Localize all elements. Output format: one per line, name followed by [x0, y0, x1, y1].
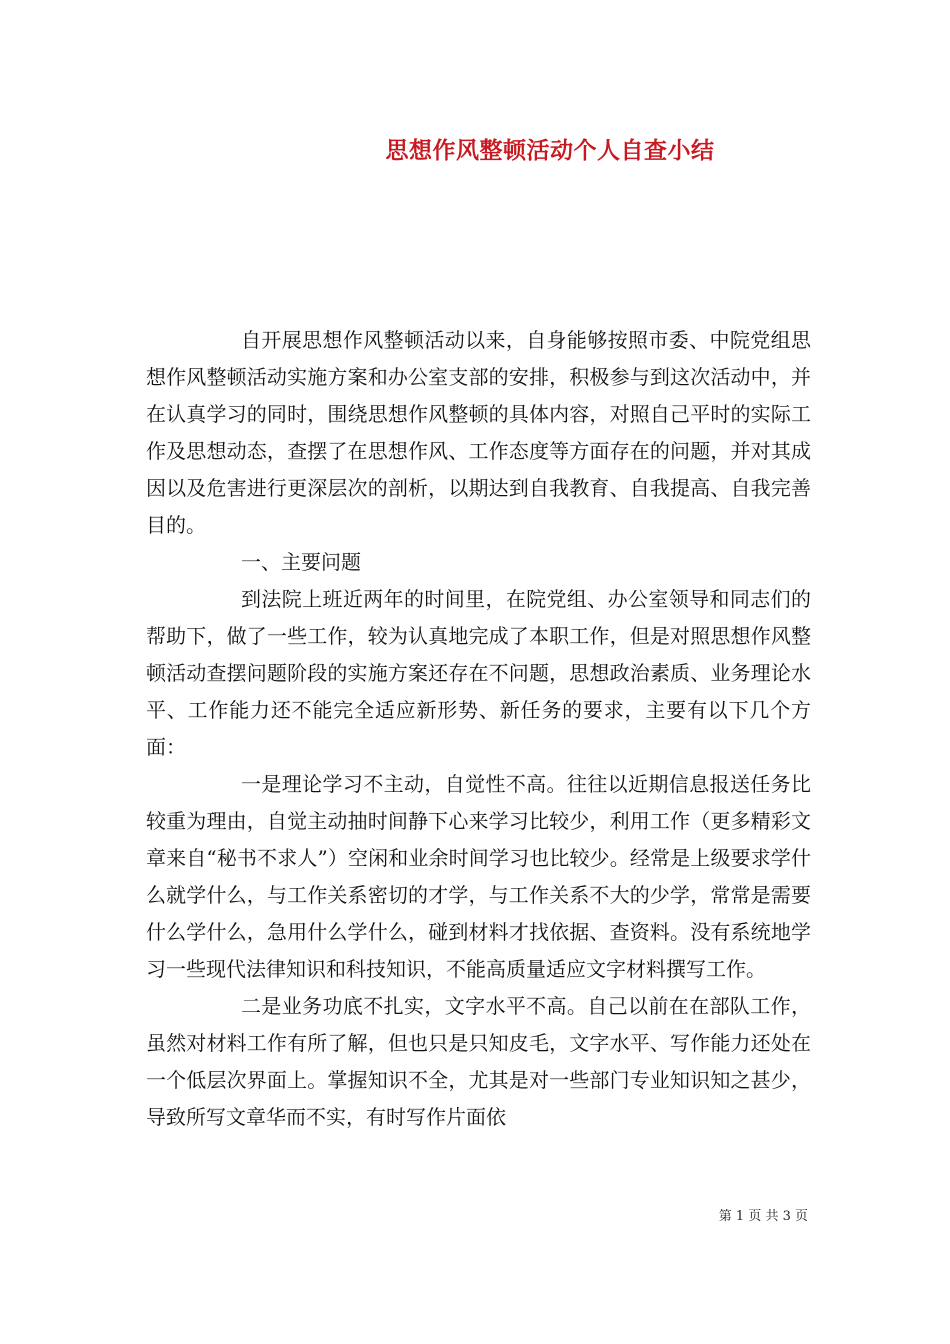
page-number-label: 第 1 页 共 3 页 [718, 1209, 808, 1224]
intro-paragraph: 自开展思想作风整顿活动以来，自身能够按照市委、中院党组思想作风整顿活动实施方案和办公室支部的安排，积极参与到这次活动中，并在认真学习的同时，围绕思想作风整顿的具体内容，对照自己平时的实际工作及思想动态，查摆了在思想作风、工作态度等方面存在的问题，并对其成因以及危害进行更深层次的剖析，以期达到自我教育、自我提高、自我完善目的。 [146, 328, 811, 537]
page-number [0, 1205, 808, 1224]
section-heading: 一、主要问题 [241, 550, 361, 574]
document-body [146, 322, 811, 1136]
problem-one-paragraph: 一是理论学习不主动，自觉性不高。往往以近期信息报送任务比较重为理由，自觉主动抽时间静下心来学习比较少，利用工作（更多精彩文章来自“秘书不求人”）空闲和业余时间学习也比较少。经常是上级要求学什么就学什么，与工作关系密切的才学，与工作关系不大的少学，常常是需要什么学什么，急用什么学什么，碰到材料才找依据、查资料。没有系统地学习一些现代法律知识和科技知识，不能高质量适应文字材料撰写工作。 [146, 772, 811, 981]
problem-overview-paragraph: 到法院上班近两年的时间里，在院党组、办公室领导和同志们的帮助下，做了一些工作，较为认真地完成了本职工作，但是对照思想作风整顿活动查摆问题阶段的实施方案还存在不问题，思想政治素质、业务理论水平、工作能力还不能完全适应新形势、新任务的要求，主要有以下几个方面： [146, 587, 811, 759]
problem-two-paragraph: 二是业务功底不扎实，文字水平不高。自己以前在在部队工作，虽然对材料工作有所了解，但也只是只知皮毛，文字水平、写作能力还处在一个低层次界面上。掌握知识不全，尤其是对一些部门专业知识知之甚少，导致所写文章华而不实，有时写作片面依 [146, 994, 811, 1129]
document-title: 思想作风整顿活动个人自查小结 [385, 137, 715, 164]
